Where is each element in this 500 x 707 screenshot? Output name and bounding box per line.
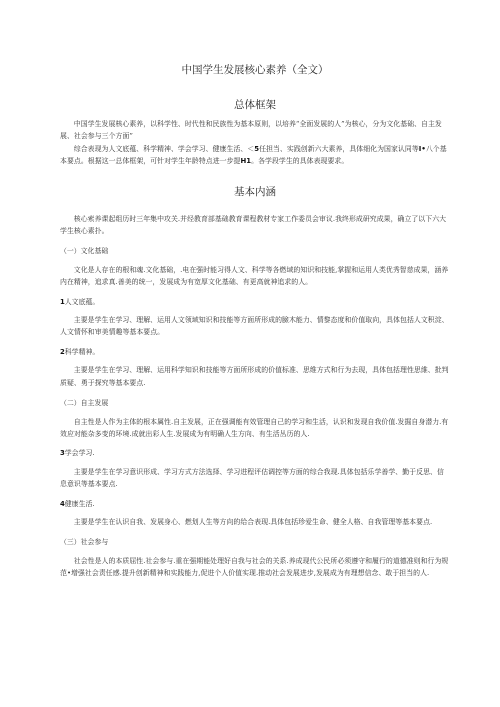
item-desc-learning: 主要是学生在学习意识形成、学习方式方法选择、学习进程评估调控等方面的综合我现.具体包括乐学善学、勤于反思、信息意识等基本要点. xyxy=(60,467,444,489)
framework-p2-part-d: I• xyxy=(418,144,426,153)
item-head-science xyxy=(60,346,450,358)
item-number: 3 xyxy=(60,449,65,458)
item-title: 科学精神。 xyxy=(64,347,100,356)
framework-p2-part-b: 5 xyxy=(254,144,260,153)
item-desc-science: 主要是学生在学习、理解、运用科学知识和技能等方面所形成的价值标准、思维方式和行为去现，具体包括理性思維、批判质疑、勇于探究等基本要点. xyxy=(60,366,449,387)
section-label-self-development: （二）自主发展 xyxy=(60,399,109,408)
framework-p2-part-e: 八个基本要点。根据这一总体框架，可针对学生年龄特点进一步提 xyxy=(60,144,447,166)
item-title: 健康生活. xyxy=(64,499,95,508)
item-number: 4 xyxy=(60,499,65,508)
framework-paragraph-1: 中国学生发展核心素养，以科学性、时代性和民族性为基本原则，以培养“全面发展的人”为核心，分为文化基础、自主发展、社会参与三个方面” xyxy=(60,120,442,141)
document-title: 中国学生发展核心素养（全文） xyxy=(181,64,329,76)
section-desc-social-participation: 社会性是人的本质屈性.社会参与.重在强期能处理好自我与社会的关系.养成现代公民所必须遵守和履行的道德准则和行为规范•增强社会责任感.提升创新精神和实践能力,促进个人价值实现.推动社会发展进步,发展成为有理想信念、敢于担当的人. xyxy=(60,556,449,578)
item-head-humanities xyxy=(60,296,450,308)
item-title: 人文底蕴。 xyxy=(64,297,100,306)
framework-p2-part-a: 综合表现为人文底蕴、科学精神、学会学习、健康生活、＜ xyxy=(73,144,255,153)
item-number: 1 xyxy=(60,297,65,306)
section-label-culture: （一）文化基础 xyxy=(60,247,109,256)
framework-p2-part-c: 任担当、实践创新六大素养，具体细化为国家认同等 xyxy=(259,144,419,153)
item-title: 学会学习. xyxy=(64,449,95,458)
framework-p2-part-f: H1 xyxy=(240,157,252,166)
item-desc-healthy-life: 主要是学生在认识自我、发展身心、燃划人生等方向的给合表现.具体包括珍爱生命、健全人格、自我管理等基本要点. xyxy=(73,517,433,526)
item-number: 2 xyxy=(60,347,65,356)
item-head-healthy-life xyxy=(60,498,450,510)
framework-heading: 总体框架 xyxy=(234,99,276,111)
framework-paragraph-2 xyxy=(60,143,450,168)
item-desc-humanities: 主要是学生在学习、理解、运用人文领域知识和技能等方面所形成的臉木能力、情黎态度和价值取向，具体包括人文积淀、人文情怀和审美情趣等基本要点。 xyxy=(60,316,449,337)
section-desc-self-development: 自主性是人作为主体的根本属性.自主发展，正在强调能有效管理自己的学习和生活，认识和发现自我价值.发掘自身潜力.有效应对能杂多变的环境.成就出彩人生.发展成为有明确人生方向、有生活丛历的人. xyxy=(60,417,449,438)
framework-p2-part-g: 。各学段学生的具体表现要求。 xyxy=(251,157,349,166)
content-heading: 基本内涵 xyxy=(234,185,276,198)
section-label-social-participation: （三）社会参与 xyxy=(60,538,109,547)
content-intro: 核心索养课起组历时三年集中攻关.并经教育部基础教育课程教材专家工作委员会审议.我终形成研究成果，确立了以下六大学生核心素扑。 xyxy=(60,214,447,236)
item-head-learning xyxy=(60,447,450,459)
section-desc-culture: 文化是人存在的根和魂.文化基础，.电在强时能习得人文、科学等各燃域的知识和技能,掌握和运用人类优秀智慈成果，涵养内在精神，追求真.善美的统一，发展成为有宽厚文化基础、有更高就神追求的人。 xyxy=(60,265,449,287)
